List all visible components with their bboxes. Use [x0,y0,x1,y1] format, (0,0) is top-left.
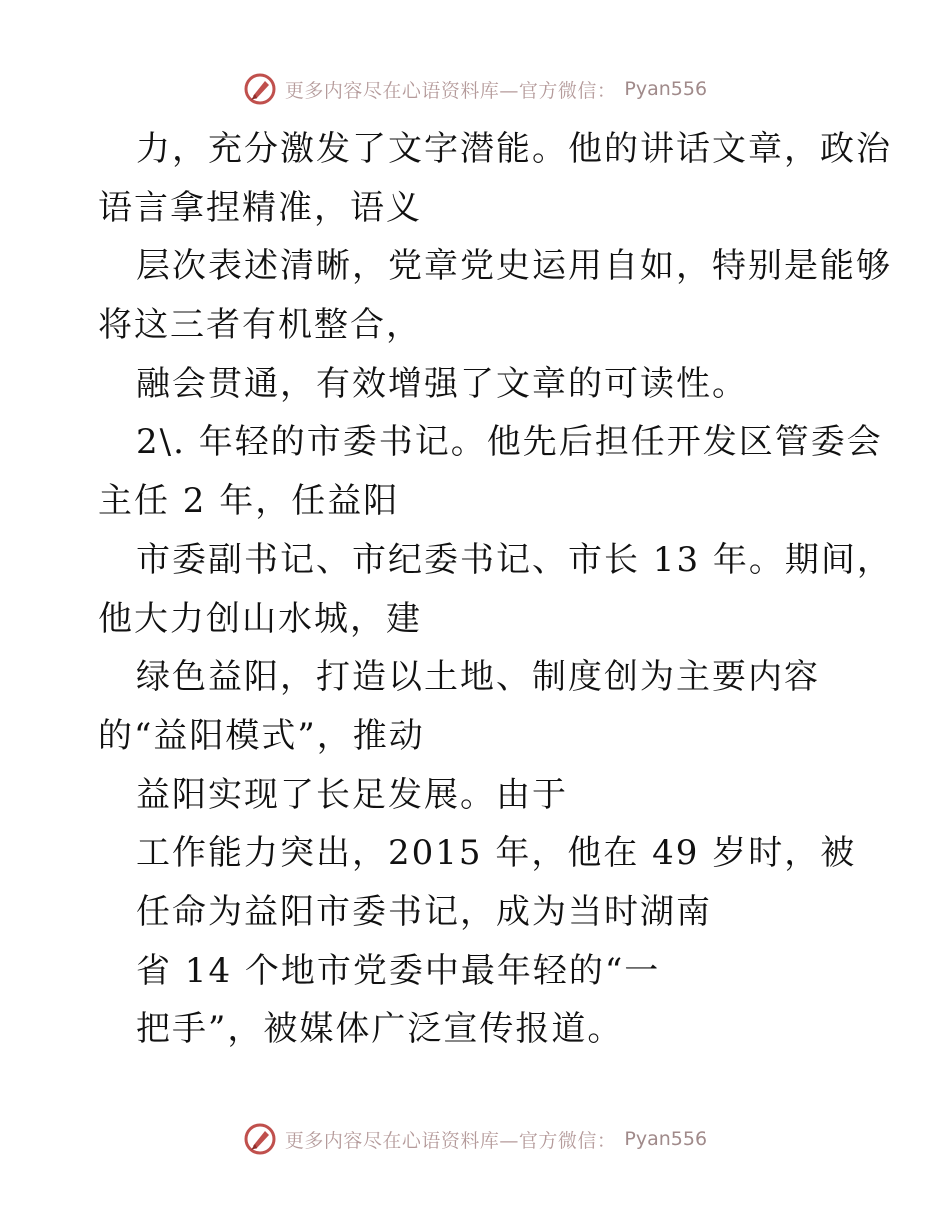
text-line: 益阳实现了长足发展。由于 [136,774,568,815]
text-line: 层次表述清晰，党章党史运用自如，特别是能够 [136,246,892,287]
watermark-code: Pyan556 [624,1128,708,1150]
text-line: 主任 2 年，任益阳 [98,481,400,522]
watermark-code: Pyan556 [624,78,708,100]
watermark-text: 更多内容尽在心语资料库—官方微信： [284,1129,617,1152]
text-line: 的“益阳模式”，推动 [98,715,425,756]
text-line: 工作能力突出，2015 年，他在 49 岁时，被 [136,833,857,874]
pen-nib-logo-icon [243,1122,277,1156]
text-line: 省 14 个地市党委中最年轻的“一 [136,950,661,991]
text-line: 把手”，被媒体广泛宣传报道。 [136,1009,624,1050]
text-line: 2\. 年轻的市委书记。他先后担任开发区管委会 [136,422,883,463]
header-watermark [0,72,950,106]
text-line: 任命为益阳市委书记，成为当时湖南 [136,891,712,932]
text-line: 力，充分激发了文字潜能。他的讲话文章，政治 [136,129,892,169]
text-line: 市委副书记、市纪委书记、市长 13 年。期间， [136,539,893,580]
watermark-text: 更多内容尽在心语资料库—官方微信： [284,79,617,102]
text-line: 他大力创山水城，建 [98,598,422,639]
footer-watermark [0,1122,950,1156]
document-body [98,120,893,1059]
text-line: 融会贯通，有效增强了文章的可读性。 [136,363,748,404]
text-line: 绿色益阳，打造以土地、制度创为主要内容 [136,657,820,698]
text-line: 将这三者有机整合， [98,305,422,346]
pen-nib-logo-icon [243,72,277,106]
text-line: 语言拿捏精准，语义 [98,187,422,228]
